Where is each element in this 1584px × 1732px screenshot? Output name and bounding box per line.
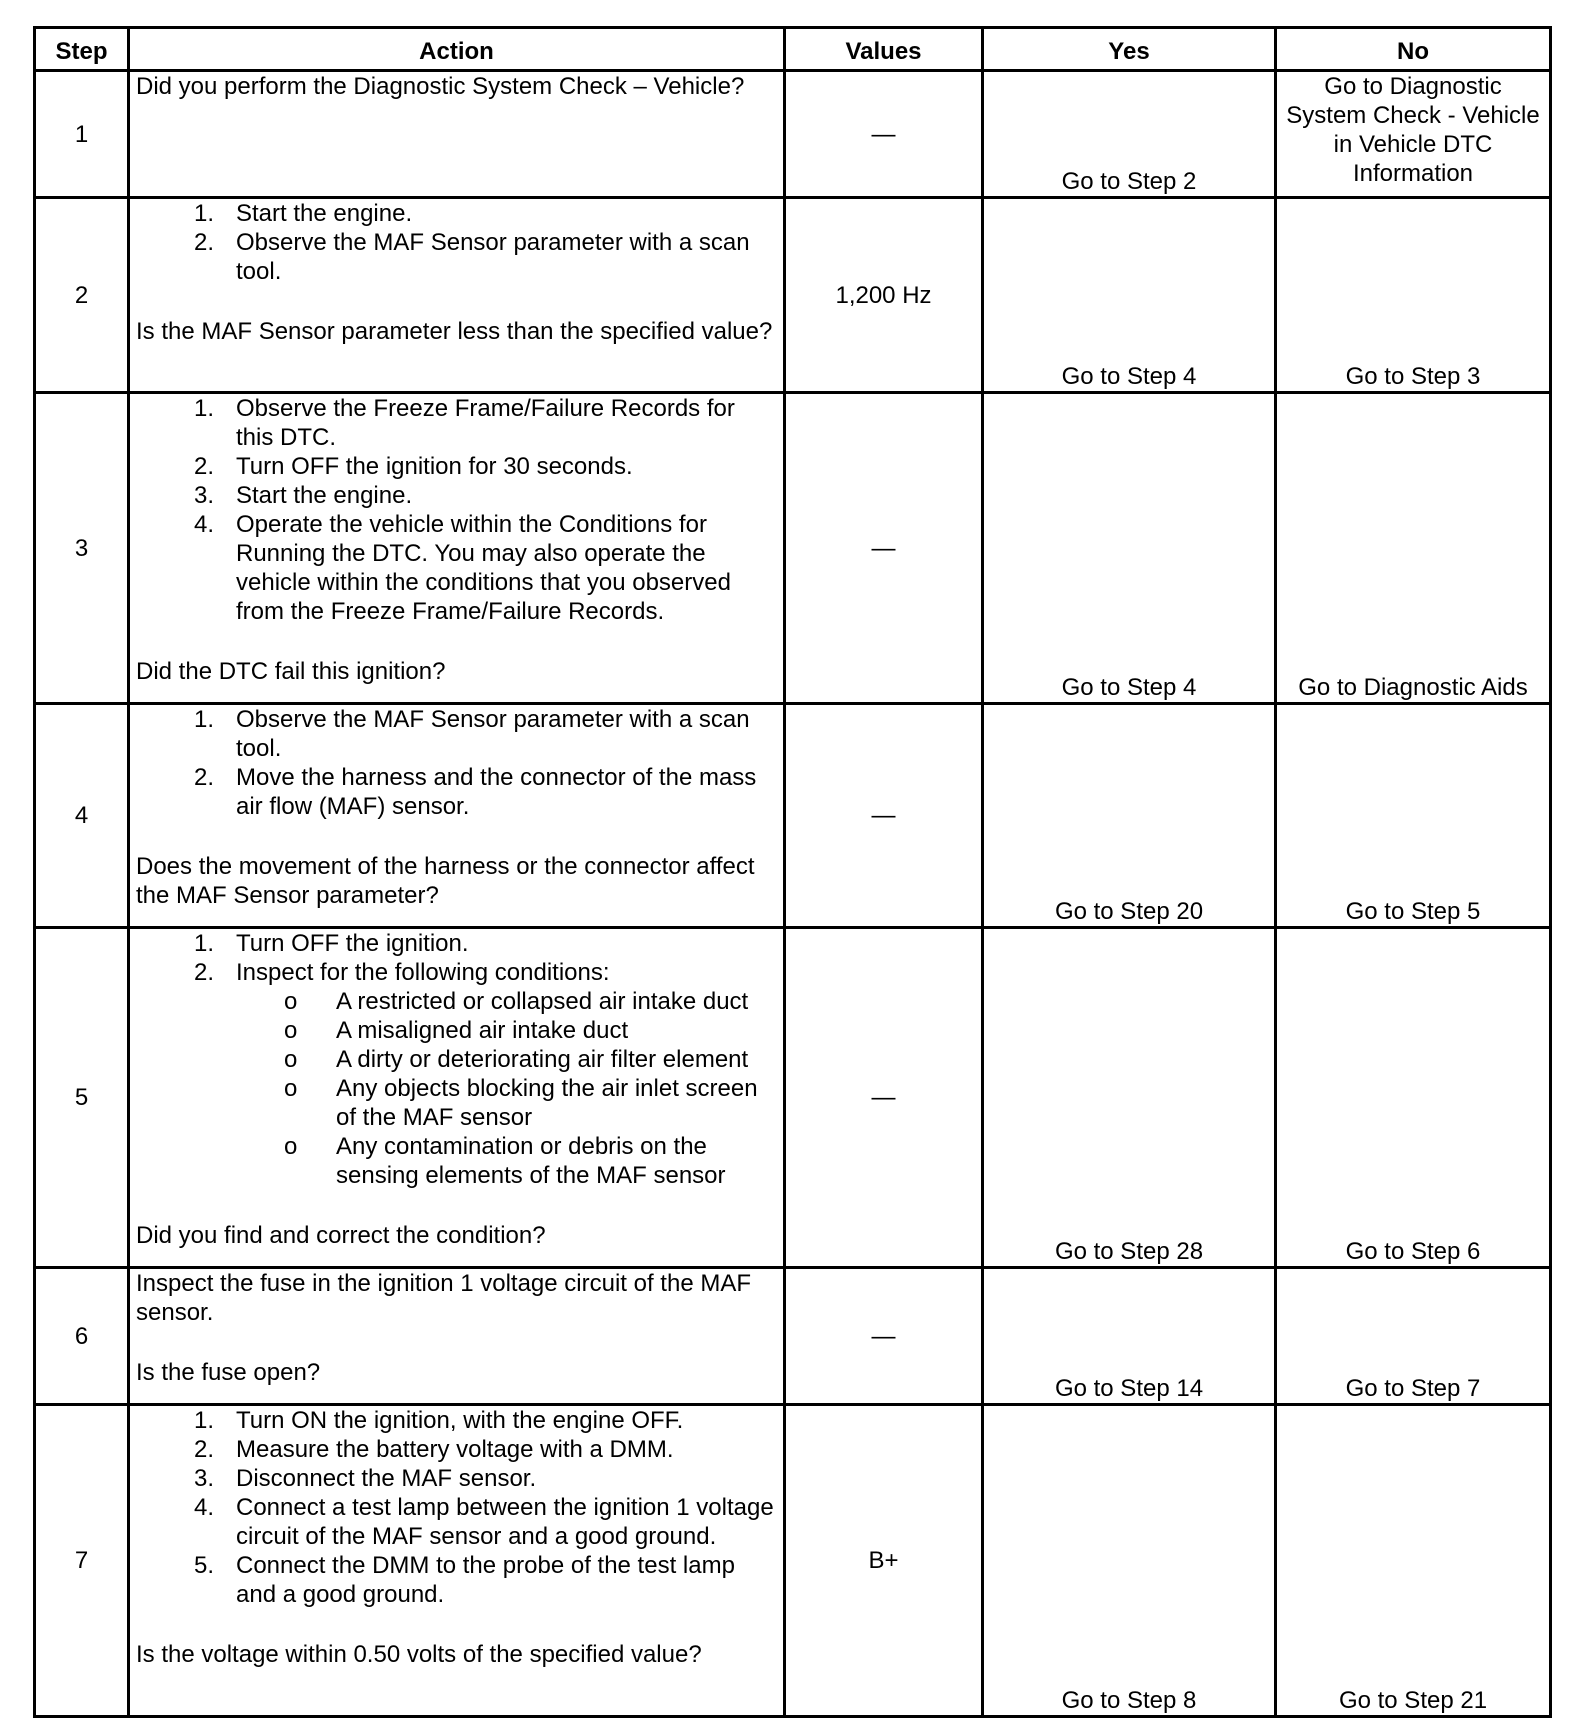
action-step: [136, 510, 777, 626]
no-cell: Go to Diagnostic Aids: [1276, 393, 1551, 704]
action-steps: [136, 705, 777, 821]
action-cell: [129, 71, 785, 198]
condition-text: A restricted or collapsed air intake duct: [336, 988, 749, 1015]
condition-item: [236, 987, 777, 1016]
no-cell: Go to Step 21: [1276, 1405, 1551, 1717]
value-cell: 1,200 Hz: [785, 198, 983, 393]
yes-cell: Go to Step 14: [983, 1268, 1276, 1405]
header-step: Step: [35, 28, 129, 71]
value-cell: —: [785, 393, 983, 704]
condition-text: Any objects blocking the air inlet screen of the MAF sensor: [336, 1075, 758, 1131]
bullet-icon: o: [284, 1046, 298, 1073]
action-step: [136, 199, 777, 228]
step-text: Observe the MAF Sensor parameter with a scan tool.: [236, 706, 750, 762]
step-text: Start the engine.: [236, 482, 413, 509]
action-question: Is the MAF Sensor parameter less than the specified value?: [136, 318, 773, 345]
step-text: Measure the battery voltage with a DMM.: [236, 1436, 674, 1463]
step-index: 2.: [193, 764, 214, 791]
condition-item: [236, 1016, 777, 1045]
step-index: 4.: [193, 1494, 214, 1521]
step-number: 1: [35, 71, 129, 198]
action-step: [136, 929, 777, 958]
table-row: [35, 1405, 1551, 1717]
action-cell: [129, 704, 785, 928]
value-cell: —: [785, 71, 983, 198]
condition-list: [236, 987, 777, 1190]
action-step: [136, 1551, 777, 1609]
action-step: [136, 1406, 777, 1435]
action-step: [136, 1493, 777, 1551]
step-index: 3.: [193, 482, 214, 509]
step-text: Start the engine.: [236, 200, 413, 227]
step-text: Connect a test lamp between the ignition 1 voltage circuit of the MAF sensor and a good ground.: [236, 1494, 774, 1550]
action-cell: [129, 198, 785, 393]
header-action: Action: [129, 28, 785, 71]
value-cell: —: [785, 1268, 983, 1405]
step-index: 3.: [193, 1465, 214, 1492]
step-text: Inspect for the following conditions:: [236, 959, 610, 986]
step-number: 3: [35, 393, 129, 704]
step-text: Move the harness and the connector of the mass air flow (MAF) sensor.: [236, 764, 757, 820]
step-number: 4: [35, 704, 129, 928]
header-no: No: [1276, 28, 1551, 71]
step-index: 4.: [193, 511, 214, 538]
yes-cell: Go to Step 20: [983, 704, 1276, 928]
action-step: [136, 1435, 777, 1464]
table-row: [35, 928, 1551, 1268]
action-steps: [136, 1406, 777, 1609]
step-index: 1.: [193, 930, 214, 957]
action-text: Did you perform the Diagnostic System Check – Vehicle?: [136, 73, 745, 100]
bullet-icon: o: [284, 1133, 298, 1160]
step-text: Disconnect the MAF sensor.: [236, 1465, 537, 1492]
table-row: [35, 198, 1551, 393]
value-cell: —: [785, 928, 983, 1268]
action-steps: [136, 199, 777, 286]
action-question: Does the movement of the harness or the connector affect the MAF Sensor parameter?: [136, 853, 755, 909]
condition-text: Any contamination or debris on the sensing elements of the MAF sensor: [336, 1133, 726, 1189]
step-text: Observe the Freeze Frame/Failure Records for this DTC.: [236, 395, 735, 451]
no-cell: Go to Step 3: [1276, 198, 1551, 393]
action-question: Did you find and correct the condition?: [136, 1222, 546, 1249]
action-question: Is the voltage within 0.50 volts of the specified value?: [136, 1641, 702, 1668]
step-index: 1.: [193, 200, 214, 227]
action-step: [136, 228, 777, 286]
yes-cell: Go to Step 4: [983, 393, 1276, 704]
action-step: [136, 481, 777, 510]
step-index: 2.: [193, 959, 214, 986]
action-step: [136, 705, 777, 763]
step-index: 5.: [193, 1552, 214, 1579]
action-cell: [129, 393, 785, 704]
table-row: [35, 71, 1551, 198]
no-cell: Go to Step 6: [1276, 928, 1551, 1268]
step-text: Connect the DMM to the probe of the test lamp and a good ground.: [236, 1552, 735, 1608]
header-values: Values: [785, 28, 983, 71]
action-step: [136, 394, 777, 452]
step-text: Turn OFF the ignition for 30 seconds.: [236, 453, 633, 480]
step-index: 2.: [193, 453, 214, 480]
action-cell: [129, 1268, 785, 1405]
header-row: [35, 28, 1551, 71]
header-yes: Yes: [983, 28, 1276, 71]
step-number: 5: [35, 928, 129, 1268]
bullet-icon: o: [284, 1075, 298, 1102]
step-text: Observe the MAF Sensor parameter with a scan tool.: [236, 229, 750, 285]
action-steps: [136, 394, 777, 626]
step-text: Operate the vehicle within the Conditions for Running the DTC. You may also operate the vehicle within the conditions that you observed from the Freeze Frame/Failure Records.: [236, 511, 731, 625]
action-steps: [136, 929, 777, 1190]
no-cell: Go to Step 7: [1276, 1268, 1551, 1405]
table-row: [35, 1268, 1551, 1405]
step-index: 1.: [193, 395, 214, 422]
action-cell: [129, 1405, 785, 1717]
no-cell: Go to Step 5: [1276, 704, 1551, 928]
yes-cell: Go to Step 8: [983, 1405, 1276, 1717]
action-question: Is the fuse open?: [136, 1359, 321, 1386]
condition-text: A misaligned air intake duct: [336, 1017, 629, 1044]
action-step: [136, 958, 777, 1190]
step-number: 2: [35, 198, 129, 393]
step-index: 1.: [193, 706, 214, 733]
step-text: Turn ON the ignition, with the engine OFF.: [236, 1407, 684, 1434]
action-step: [136, 1464, 777, 1493]
action-cell: [129, 928, 785, 1268]
step-number: 6: [35, 1268, 129, 1405]
condition-item: [236, 1045, 777, 1074]
step-index: 1.: [193, 1407, 214, 1434]
no-cell: Go to Diagnostic System Check - Vehicle in Vehicle DTC Information: [1276, 71, 1551, 198]
condition-item: [236, 1074, 777, 1132]
step-text: Turn OFF the ignition.: [236, 930, 469, 957]
table-row: [35, 704, 1551, 928]
diagnostic-table: [33, 26, 1552, 1718]
yes-cell: Go to Step 2: [983, 71, 1276, 198]
bullet-icon: o: [284, 1017, 298, 1044]
step-index: 2.: [193, 1436, 214, 1463]
value-cell: —: [785, 704, 983, 928]
step-number: 7: [35, 1405, 129, 1717]
yes-cell: Go to Step 4: [983, 198, 1276, 393]
action-question: Did the DTC fail this ignition?: [136, 658, 446, 685]
bullet-icon: o: [284, 988, 298, 1015]
table-row: [35, 393, 1551, 704]
condition-item: [236, 1132, 777, 1190]
action-text: Inspect the fuse in the ignition 1 voltage circuit of the MAF sensor.: [136, 1270, 751, 1326]
yes-cell: Go to Step 28: [983, 928, 1276, 1268]
condition-text: A dirty or deteriorating air filter element: [336, 1046, 749, 1073]
step-index: 2.: [193, 229, 214, 256]
action-step: [136, 763, 777, 821]
value-cell: B+: [785, 1405, 983, 1717]
action-step: [136, 452, 777, 481]
